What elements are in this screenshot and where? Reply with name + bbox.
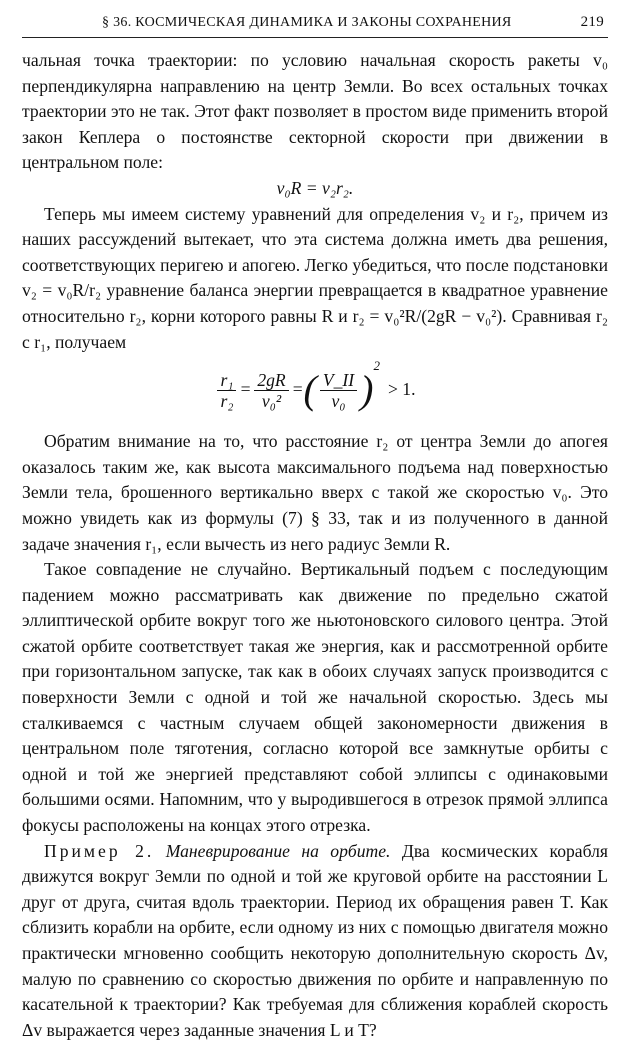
example-text: Два космических корабля движутся вокруг Земли по одной и той же круговой орбите на расстоянии L друг от друга, считая вдоль траектории. Период их обращения равен T. Как сблизить корабли на орбите, если одному из них с помощью двигателя можно практически мгновенно сообщить некоторую дополнительную скорость Δv, малую по сравнению со скоростью движения по орбите и направленную по касательной к траектории? Как требуемая для сближения кораблей скорость Δv выражается через заданные значения L и T? [22, 840, 608, 1040]
running-head [22, 14, 608, 38]
paragraph-example-2 [22, 839, 608, 1043]
fraction-2gR: $\frac{2gR}{\text{v₀²}}$ [254, 370, 288, 411]
paragraph-system: Теперь мы имеем систему уравнений для определения v₂ и r₂, причем из наших рассуждений вытекает, что эта система должна иметь два решения, соответствующих перигею и апогею. Легко убедиться, что после подстановки v₂ = v₀R/r₂ уравнение баланса энергии превращается в квадратное уравнение относительно r₂, корни которого равны R и r₂ = v₀²R/(2gR − v₀²). Сравнивая r₂ с r₁, получаем [22, 203, 608, 352]
example-label: Пример 2. [44, 840, 155, 861]
left-paren: ( [303, 367, 317, 413]
section-title: § 36. КОСМИЧЕСКАЯ ДИНАМИКА И ЗАКОНЫ СОХРАНЕНИЯ [102, 15, 512, 30]
example-title: Маневрирование на орбите. [165, 840, 391, 861]
paragraph-continuation: чальная точка траектории: по условию начальная скорость ракеты v₀ перпендикулярна направлению на центр Земли. Во всех остальных точках траектории это не так. Этот факт позволяет в простом виде применить второй закон Кеплера о постоянстве секторной скорости при движении в центральном поле: [22, 50, 608, 173]
body-text [22, 48, 608, 1043]
fraction-vII-v0: $\frac{V\_II}{\text{v₀}}$ [320, 370, 357, 411]
paragraph-apogee: Обратим внимание на то, что расстояние r₂ от центра Земли до апогея оказалось таким же, как высота максимального подъема над поверхностью Земли тела, брошенного вертикально вверх с такой же скоростью v₀. Это можно увидеть как из формулы (7) § 33, так и из полученного в данной задаче значения r₁, если вычесть из него радиус Земли R. [22, 431, 608, 554]
page-number: 219 [580, 14, 604, 30]
fraction-r1-r2: $\frac{\text{r₁}}{\text{r₂}}$ [217, 370, 236, 411]
right-paren: ) [360, 367, 374, 413]
formula-ratio: $\frac{\text{r₁}}{\text{r₂}}$ = $\frac{2gR}{\text{v₀²}}$ = ( $\frac{V\_II}{\text{v₀}}$ ) 2 > 1. [22, 357, 608, 423]
paragraph-coincidence: Такое совпадение не случайно. Вертикальный подъем с последующим падением можно рассматривать как движение по предельно сжатой эллиптической орбите вокруг того же ньютоновского силового центра. Этой сжатой орбите соответствует такая же энергия, как и рассмотренной орбите при горизонтальном запуске, так как в обоих случаях запуск производится с поверхности Земли с одной и той же начальной скоростью. Здесь мы сталкиваемся с частным случаем общей закономерности движения в центральном поле тяготения, согласно которой все замкнутые орбиты с одной и той же энергией представляют собой эллипсы с одинаковыми большими осями. Напомним, что у выродившегося в отрезок прямой эллипса фокусы расположены на концах этого отрезка. [22, 559, 608, 836]
formula-kepler: v₀R = v₂r₂. [276, 177, 354, 198]
